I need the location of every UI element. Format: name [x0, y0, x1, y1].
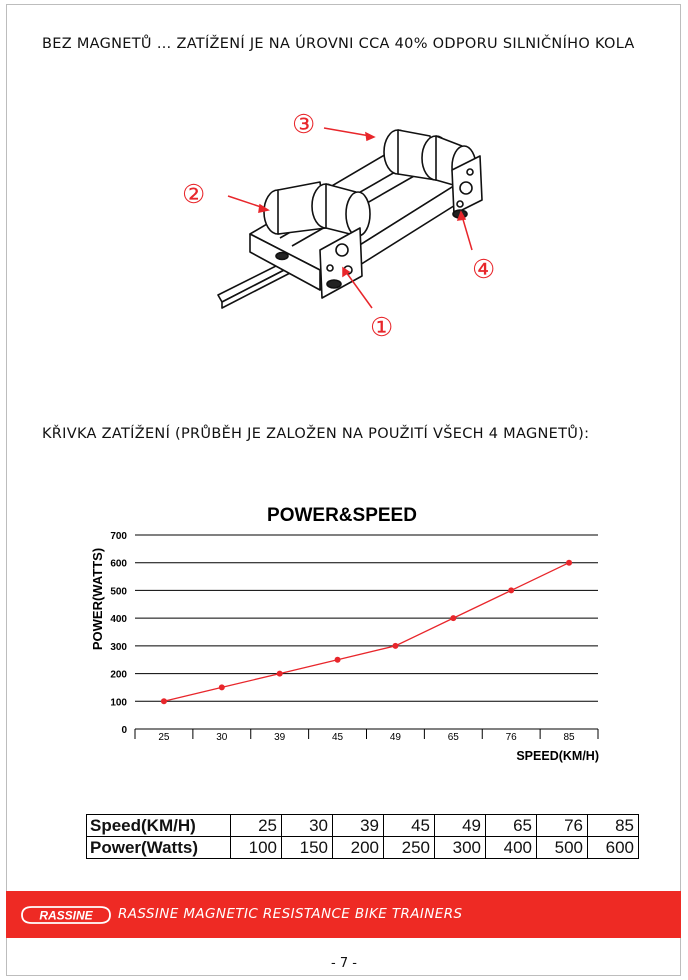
chart-points [161, 560, 572, 705]
trainer-illustration [170, 100, 530, 350]
speed-power-table [86, 814, 639, 859]
chart-y-tick-label: 100 [110, 697, 127, 709]
chart-point [161, 698, 167, 704]
table-cell: 200 [333, 837, 384, 859]
chart-point [566, 560, 572, 566]
chart-x-tick-label: 30 [216, 732, 228, 743]
chart-x-axis-label: SPEED(KM/H) [516, 749, 599, 763]
chart-y-axis-label: POWER(WATTS) [90, 547, 105, 651]
table-cell: 400 [486, 837, 537, 859]
chart-x-tick-label: 25 [158, 732, 170, 743]
table-header-speed: Speed(KM/H) [87, 815, 231, 837]
table-cell: 65 [486, 815, 537, 837]
table-row-power [87, 837, 639, 859]
chart-y-ticks [110, 531, 127, 736]
banner-text: RASSINE MAGNETIC RESISTANCE BIKE TRAINERS [118, 906, 463, 922]
chart-x-tick-label: 76 [505, 732, 517, 743]
chart-y-tick-label: 0 [121, 725, 127, 736]
footer-banner [6, 891, 681, 938]
logo-text: RASSINE [39, 908, 93, 923]
table-cell: 25 [231, 815, 282, 837]
table-cell: 85 [588, 815, 639, 837]
chart-y-tick-label: 300 [110, 641, 127, 653]
table-cell: 100 [231, 837, 282, 859]
chart-x-ticks [135, 729, 598, 743]
power-speed-chart [80, 495, 610, 770]
trainer-drawing [218, 130, 482, 308]
chart-x-tick-label: 45 [332, 732, 344, 743]
chart-point [219, 684, 225, 690]
table-cell: 600 [588, 837, 639, 859]
chart-x-tick-label: 39 [274, 732, 286, 743]
chart-grid [135, 535, 598, 729]
table-cell: 45 [384, 815, 435, 837]
table-row-speed [87, 815, 639, 837]
chart-series-line [164, 563, 569, 702]
chart-point [508, 587, 514, 593]
chart-x-tick-label: 85 [563, 732, 575, 743]
chart-title: POWER&SPEED [267, 505, 417, 526]
table-cell: 500 [537, 837, 588, 859]
chart-x-tick-label: 65 [447, 732, 459, 743]
table-cell: 150 [282, 837, 333, 859]
rassine-logo [18, 905, 114, 925]
callout-4: ④ [472, 255, 496, 285]
page-number: - 7 - [331, 956, 357, 971]
chart-point [450, 615, 456, 621]
heading-load-curve: KŘIVKA ZATÍŽENÍ (PRŮBĚH JE ZALOŽEN NA POUŽITÍ VŠECH 4 MAGNETŮ): [42, 426, 590, 442]
table-cell: 76 [537, 815, 588, 837]
callout-3: ③ [292, 110, 316, 140]
callout-1: ① [370, 313, 394, 343]
table-cell: 30 [282, 815, 333, 837]
chart-x-tick-label: 49 [389, 732, 401, 743]
chart-point [277, 671, 283, 677]
chart-y-tick-label: 500 [110, 586, 127, 598]
chart-y-tick-label: 600 [110, 558, 127, 570]
table-cell: 49 [435, 815, 486, 837]
chart-y-tick-label: 400 [110, 614, 127, 626]
table-cell: 300 [435, 837, 486, 859]
table-cell: 250 [384, 837, 435, 859]
table-cell: 39 [333, 815, 384, 837]
chart-y-tick-label: 700 [110, 531, 127, 542]
chart-point [335, 657, 341, 663]
callout-2: ② [182, 180, 206, 210]
chart-point [392, 643, 398, 649]
heading-no-magnets: BEZ MAGNETŮ … ZATÍŽENÍ JE NA ÚROVNI CCA 40% ODPORU SILNIČNÍHO KOLA [42, 36, 635, 52]
chart-y-tick-label: 200 [110, 669, 127, 681]
table-header-power: Power(Watts) [87, 837, 231, 859]
